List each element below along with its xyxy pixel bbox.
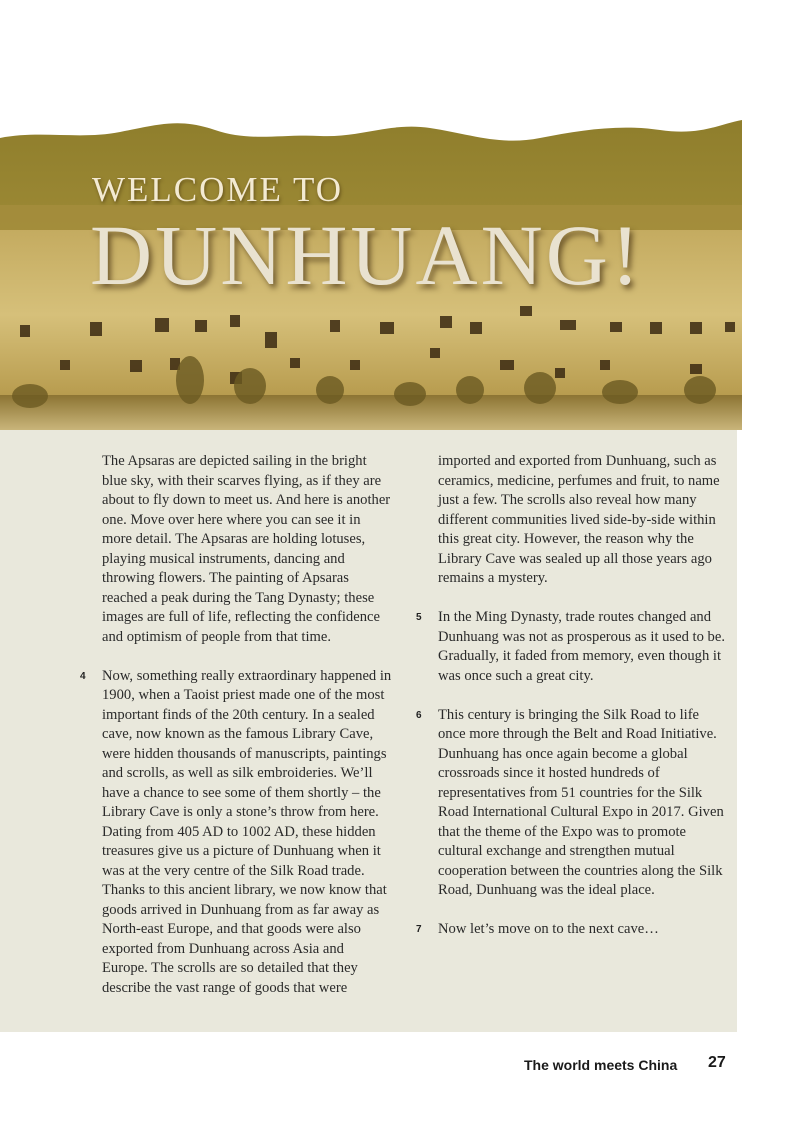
right-column <box>416 452 728 959</box>
paragraph-number: 6 <box>416 709 422 721</box>
paragraph <box>80 667 392 999</box>
paragraph-text: Now let’s move on to the next cave… <box>438 921 659 937</box>
page-number: 27 <box>708 1054 726 1071</box>
footer-book-title: The world meets China <box>524 1057 678 1073</box>
paragraph-text: imported and exported from Dunhuang, such as ceramics, medicine, perfumes and fruit, to name just a few. The scrolls also reveal how many different communities lived side-by-side within this great city. However, the reason why the Library Cave was sealed up all those years ago remains a mystery. <box>438 453 720 586</box>
banner-title-small: WELCOME TO <box>92 170 344 209</box>
paragraph-text: The Apsaras are depicted sailing in the bright blue sky, with their scarves flying, as if they are about to fly down to meet us. And here is another one. Move over here where you can see it in more detail. The Apsaras are holding lotuses, playing musical instruments, dancing and throwing flowers. The painting of Apsaras reached a peak during the Tang Dynasty; these images are full of life, reflecting the confidence and optimism of people from that time. <box>102 453 391 645</box>
paragraph <box>416 608 728 686</box>
paragraph <box>102 452 392 647</box>
paragraph-text: In the Ming Dynasty, trade routes changed and Dunhuang was not as prosperous as it used to be. Gradually, it faded from memory, even though it was once such a great city. <box>438 609 725 684</box>
paragraph-text: Now, something really extraordinary happened in 1900, when a Taoist priest made one of the most important finds of the 20th century. In a sealed cave, now known as the famous Library Cave, were hidden thousands of manuscripts, paintings and scrolls, as well as silk embroideries. We’ll have a chance to see some of them shortly – the Library Cave is only a stone’s throw from here. Dating from 405 AD to 1002 AD, these hidden treasures give us a picture of Dunhuang when it was at the very centre of the Silk Road trade. Thanks to this ancient library, we now know that goods arrived in Dunhuang from as far away as North-east Europe, and that goods were also exported from Dunhuang across Asia and Europe. The scrolls are so detailed that they describe the vast range of goods that were <box>102 667 392 996</box>
left-column <box>80 452 392 1018</box>
paragraph <box>416 706 728 901</box>
paragraph-number: 5 <box>416 612 422 623</box>
paragraph <box>416 920 728 940</box>
banner-title-main: DUNHUANG! <box>90 207 643 303</box>
paragraph-text: This century is bringing the Silk Road to life once more through the Belt and Road Initiative. Dunhuang has once again become a global crossroads since it hosted hundreds of representatives from 51 countries for the Silk Road International Cultural Expo in 2017. Given that the theme of the Expo was to promote cultural exchange and strengthen mutual cooperation between the countries along the Silk Road, Dunhuang was the ideal place. <box>438 706 724 898</box>
paragraph-number: 7 <box>416 924 422 935</box>
paragraph <box>438 452 728 589</box>
paragraph-number: 4 <box>80 670 86 682</box>
